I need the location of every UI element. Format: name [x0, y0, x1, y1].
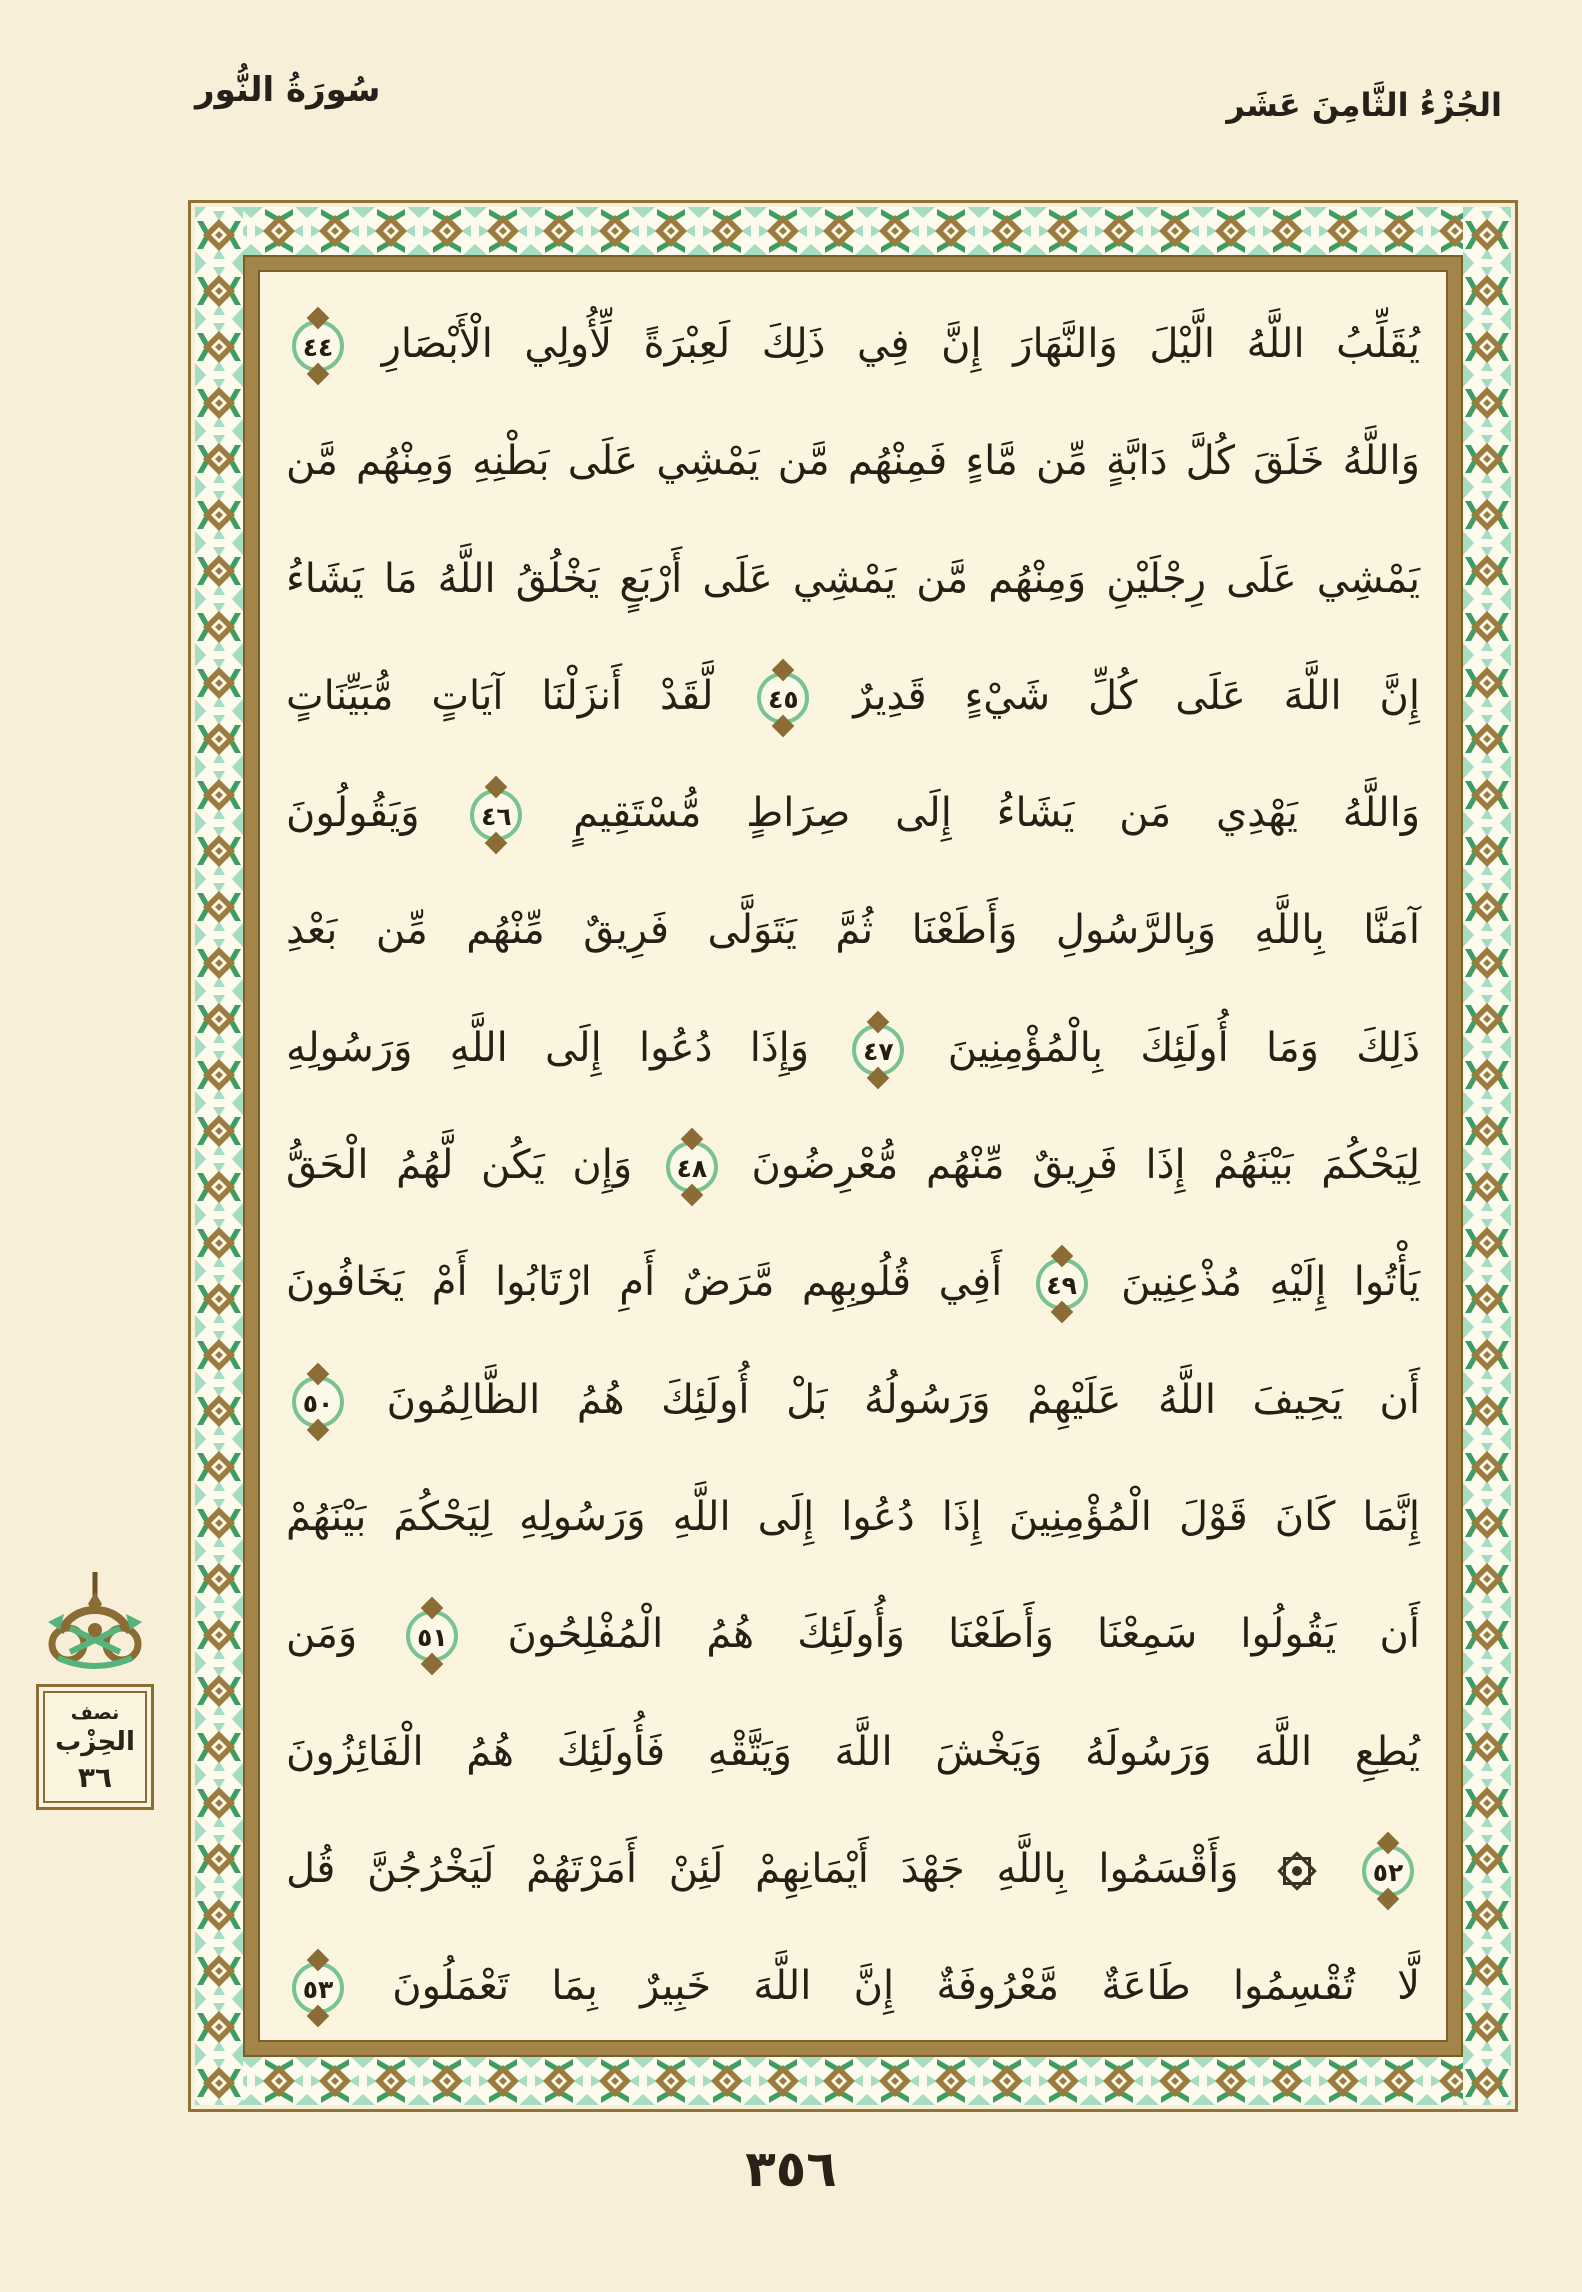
- ayah-marker: ٤٥: [757, 672, 809, 724]
- border-pattern-right: [1463, 207, 1511, 2105]
- ayah-marker: ٤٨: [666, 1141, 718, 1193]
- verse-text: إِنَّ اللَّهَ عَلَى كُلِّ شَيْءٍ قَدِيرٌ: [853, 672, 1420, 719]
- hizb-badge-word-top: نصف: [70, 1702, 120, 1724]
- page-number: ٣٥٦: [745, 2140, 837, 2198]
- verse-text: إِنَّمَا كَانَ قَوْلَ الْمُؤْمِنِينَ إِذَا دُعُوا إِلَى اللَّهِ وَرَسُولِهِ لِيَحْكُمَ بَيْنَهُمْ: [286, 1493, 1420, 1540]
- border-pattern-left: [195, 207, 243, 2105]
- quran-line: [286, 521, 1420, 638]
- verse-text: أَفِي قُلُوبِهِم مَّرَضٌ أَمِ ارْتَابُوا أَمْ يَخَافُونَ: [286, 1259, 1003, 1306]
- quran-line: [286, 1224, 1420, 1341]
- verse-text: ذَلِكَ وَمَا أُولَئِكَ بِالْمُؤْمِنِينَ: [947, 1024, 1421, 1071]
- quran-line: [286, 872, 1420, 989]
- quran-line: [286, 1928, 1420, 2045]
- ayah-marker: ٤٧: [852, 1024, 904, 1076]
- mushaf-lines: [260, 272, 1446, 2040]
- verse-text: وَإِذَا دُعُوا إِلَى اللَّهِ وَرَسُولِهِ: [286, 1024, 810, 1071]
- quran-line: [286, 755, 1420, 872]
- verse-text: يُقَلِّبُ اللَّهُ الَّيْلَ وَالنَّهَارَ إِنَّ فِي ذَلِكَ لَعِبْرَةً لِّأُولِي الْأَبْصَارِ: [381, 321, 1421, 367]
- ayah-marker: ٥١: [406, 1610, 458, 1662]
- ayah-marker: ٤٦: [470, 789, 522, 841]
- ayah-marker: ٥٣: [292, 1962, 344, 2014]
- quran-line: [286, 990, 1420, 1107]
- quran-line: [286, 1576, 1420, 1693]
- quran-line: [286, 638, 1420, 755]
- verse-text: لِيَحْكُمَ بَيْنَهُمْ إِذَا فَرِيقٌ مِّنْهُم مُّعْرِضُونَ: [751, 1142, 1421, 1189]
- verse-text: أَن يَقُولُوا سَمِعْنَا وَأَطَعْنَا وَأُولَئِكَ هُمُ الْمُفْلِحُونَ: [507, 1611, 1420, 1658]
- quran-line: [286, 286, 1420, 403]
- surah-title: سُورَةُ النُّور: [195, 70, 381, 110]
- border-pattern-bottom: [195, 2057, 1511, 2105]
- ayah-marker: ٥٢: [1362, 1845, 1414, 1897]
- verse-text: آمَنَّا بِاللَّهِ وَبِالرَّسُولِ وَأَطَعْنَا ثُمَّ يَتَوَلَّى فَرِيقٌ مِّنْهُم مِّن بَعْدِ: [286, 907, 1420, 954]
- ayah-marker: ٤٤: [292, 320, 344, 372]
- quran-line: [286, 1342, 1420, 1459]
- quran-line: [286, 1107, 1420, 1224]
- quran-line: [286, 1694, 1420, 1811]
- rub-el-hizb-icon: [1280, 1854, 1314, 1888]
- quran-line: [286, 1459, 1420, 1576]
- quran-line: [286, 1811, 1420, 1928]
- verse-text: أَن يَحِيفَ اللَّهُ عَلَيْهِمْ وَرَسُولُهُ بَلْ أُولَئِكَ هُمُ الظَّالِمُونَ: [386, 1376, 1421, 1423]
- verse-text: وَاللَّهُ يَهْدِي مَن يَشَاءُ إِلَى صِرَاطٍ مُّسْتَقِيمٍ: [573, 790, 1421, 837]
- juz-title: الجُزْءُ الثَّامِنَ عَشَر: [1226, 86, 1502, 124]
- knot-ornament-icon: [30, 1570, 160, 1678]
- verse-text: وَيَقُولُونَ: [286, 790, 420, 837]
- verse-text: وَأَقْسَمُوا بِاللَّهِ جَهْدَ أَيْمَانِهِمْ لَئِنْ أَمَرْتَهُمْ لَيَخْرُجُنَّ قُل: [286, 1845, 1239, 1892]
- hizb-badge-number: ٣٦: [77, 1761, 113, 1794]
- verse-text: يَأْتُوا إِلَيْهِ مُذْعِنِينَ: [1121, 1259, 1421, 1306]
- ornamental-frame: [188, 200, 1518, 2112]
- hizb-badge-box: [36, 1684, 154, 1810]
- ayah-marker: ٤٩: [1036, 1258, 1088, 1310]
- verse-text: لَّقَدْ أَنزَلْنَا آيَاتٍ مُّبَيِّنَاتٍ: [286, 672, 714, 719]
- hizb-badge-word-middle: الحِزْب: [55, 1727, 135, 1757]
- verse-text: لَّا تُقْسِمُوا طَاعَةٌ مَّعْرُوفَةٌ إِنَّ اللَّهَ خَبِيرٌ بِمَا تَعْمَلُونَ: [392, 1963, 1420, 2010]
- quran-line: [286, 403, 1420, 520]
- ayah-marker: ٥٠: [292, 1376, 344, 1428]
- verse-text: يَمْشِي عَلَى رِجْلَيْنِ وَمِنْهُم مَّن يَمْشِي عَلَى أَرْبَعٍ يَخْلُقُ اللَّهُ مَا يَشَاءُ: [286, 555, 1420, 602]
- verse-text: وَمَن: [286, 1611, 358, 1658]
- verse-text: يُطِعِ اللَّهَ وَرَسُولَهُ وَيَخْشَ اللَّهَ وَيَتَّقْهِ فَأُولَئِكَ هُمُ الْفَائِزُونَ: [286, 1728, 1420, 1775]
- border-pattern-top: [195, 207, 1511, 255]
- verse-text: وَاللَّهُ خَلَقَ كُلَّ دَابَّةٍ مِّن مَّاءٍ فَمِنْهُم مَّن يَمْشِي عَلَى بَطْنِهِ وَمِنْهُم مَّن: [286, 438, 1420, 485]
- hizb-margin-badge: [24, 1570, 166, 1810]
- verse-text: وَإِن يَكُن لَّهُمُ الْحَقُّ: [286, 1142, 633, 1189]
